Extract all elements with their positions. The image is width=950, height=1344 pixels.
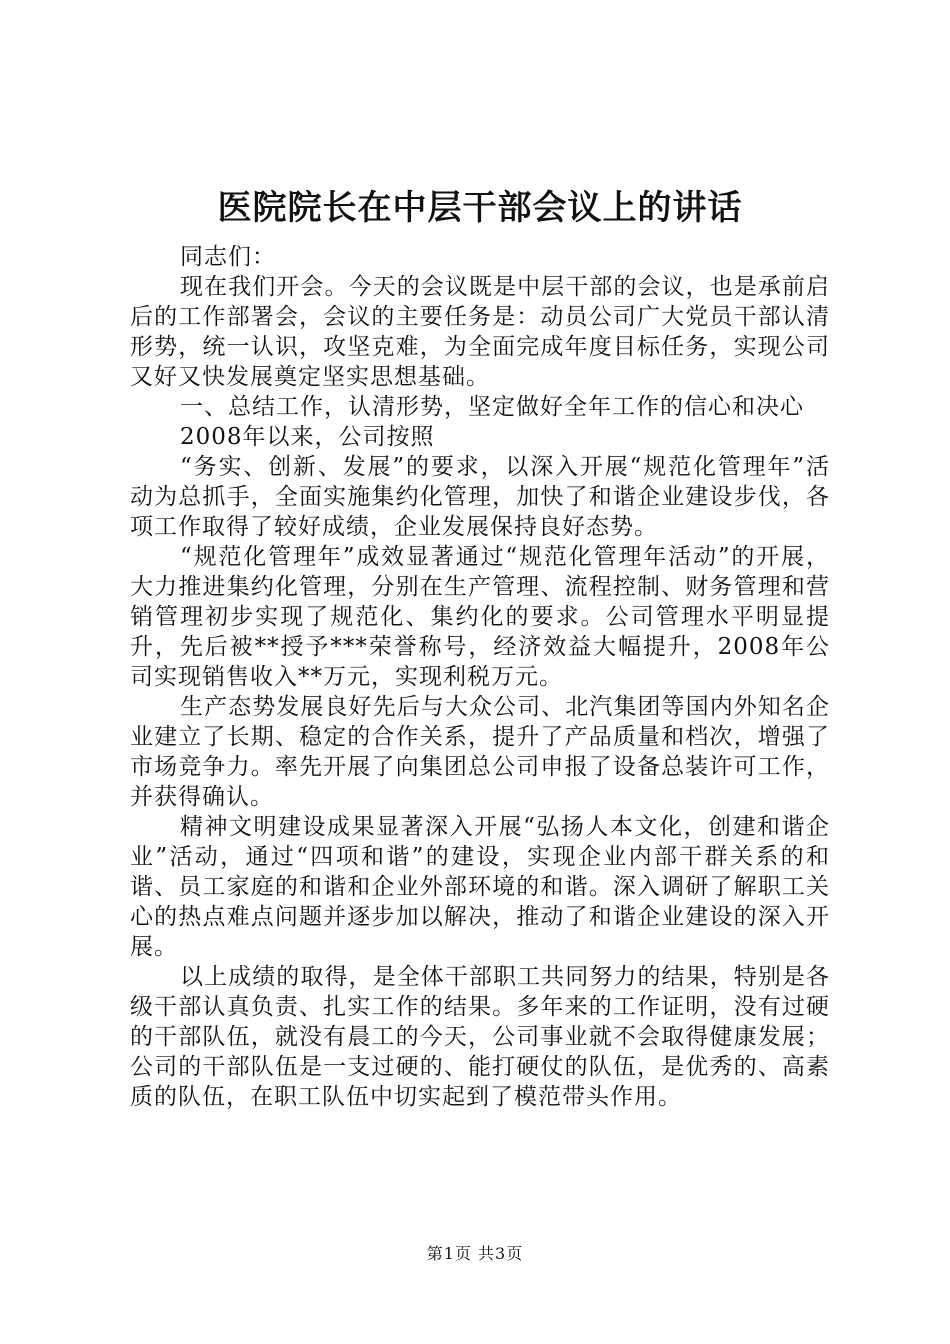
paragraph-civilization: 精神文明建设成果显著深入开展“弘扬人本文化，创建和谐企业”活动，通过“四项和谐”的建设，实现企业内部干群关系的和谐、员工家庭的和谐和企业外部环境的和谐。深入调研了解职工关心的热点难点问题并逐步加以解决，推动了和谐企业建设的深入开展。 bbox=[130, 814, 830, 960]
paragraph-production: 生产态势发展良好先后与大众公司、北汽集团等国内外知名企业建立了长期、稳定的合作关系，提升了产品质量和档次，增强了市场竞争力。率先开展了向集团总公司申报了设备总装许可工作，并获得确认。 bbox=[130, 694, 830, 810]
document-page bbox=[130, 180, 830, 1112]
paragraph-salutation: 同志们： bbox=[180, 244, 276, 270]
paragraph-since-2008: 2008年以来，公司按照 bbox=[180, 424, 435, 450]
paragraph-management-year: “规范化管理年”成效显著通过“规范化管理年活动”的开展，大力推进集约化管理，分别在生产管理、流程控制、财务管理和营销管理初步实现了规范化、集约化的要求。公司管理水平明显提升，先后被**授予***荣誉称号，经济效益大幅提升，2008年公司实现销售收入**万元，实现利税万元。 bbox=[130, 544, 830, 690]
page-footer: 第1页 共3页 bbox=[426, 1244, 524, 1263]
section-heading-1: 一、总结工作，认清形势，坚定做好全年工作的信心和决心 bbox=[180, 394, 804, 420]
paragraph-achievements: 以上成绩的取得，是全体干部职工共同努力的结果，特别是各级干部认真负责、扎实工作的结果。多年来的工作证明，没有过硬的干部队伍，就没有晨工的今天，公司事业就不会取得健康发展；公司的干部队伍是一支过硬的、能打硬仗的队伍，是优秀的、高素质的队伍，在职工队伍中切实起到了模范带头作用。 bbox=[130, 964, 830, 1110]
document-body bbox=[130, 242, 830, 1112]
paragraph-requirements: “务实、创新、发展”的要求，以深入开展“规范化管理年”活动为总抓手，全面实施集约化管理，加快了和谐企业建设步伐，各项工作取得了较好成绩，企业发展保持良好态势。 bbox=[130, 454, 830, 540]
document-title: 医院院长在中层干部会议上的讲话 bbox=[217, 188, 743, 228]
paragraph-intro: 现在我们开会。今天的会议既是中层干部的会议，也是承前启后的工作部署会，会议的主要任务是：动员公司广大党员干部认清形势，统一认识，攻坚克难，为全面完成年度目标任务，实现公司又好又快发展奠定坚实思想基础。 bbox=[130, 274, 830, 390]
